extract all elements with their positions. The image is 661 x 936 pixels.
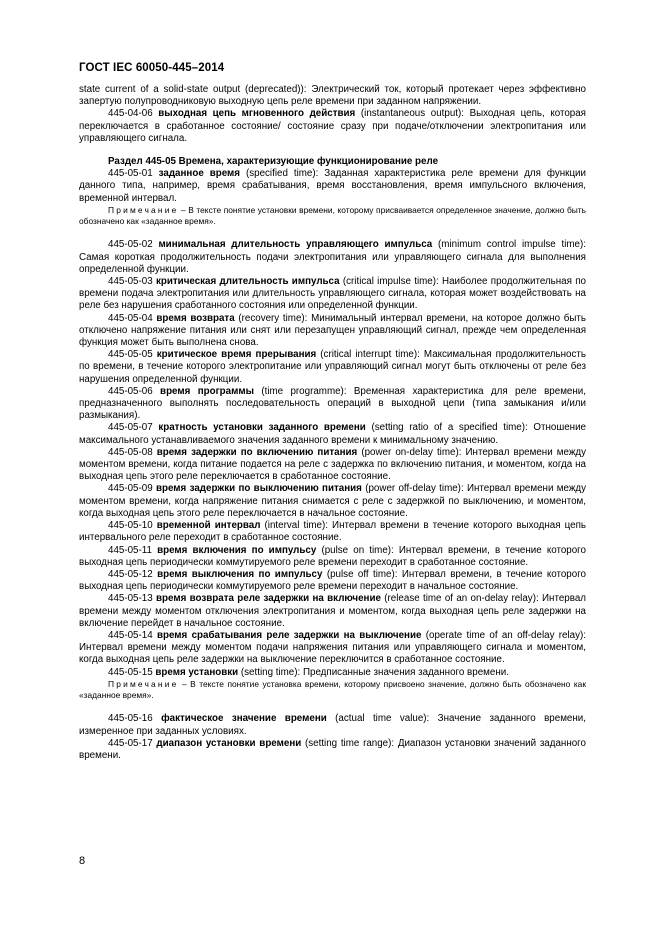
- term-445-05-14: [79, 630, 586, 667]
- term-name: кратность установки заданного времени: [158, 422, 366, 434]
- document-body: [79, 84, 586, 762]
- document-header: ГОСТ IEC 60050-445–2014: [79, 62, 225, 74]
- term-name: выходная цепь мгновенного действия: [158, 108, 356, 120]
- note-label: Примечание: [108, 204, 179, 215]
- section-heading: Раздел 445-05 Времена, характеризующие функционирование реле: [108, 156, 439, 168]
- term-445-05-13: [79, 593, 586, 630]
- term-number: 445-05-14: [108, 629, 153, 641]
- term-definition: (interval time): Интервал времени в течение которого выходная цепь интервального реле переходит в сработанное состояние.: [79, 520, 586, 544]
- term-definition: (critical impulse time): Наиболее продолжительная по времени подача электропитания или длительность управляющего сигнала, которая может воздействовать на реле без нарушения сработанного состояния или определенной функции.: [79, 276, 586, 312]
- term-445-04-06: [79, 108, 586, 145]
- term-definition: (recovery time): Минимальный интервал времени, на которое должно быть отключено напряжение питания или снят или перезапущен управляющий сигнал, прежде чем определенная функция может быть выполнена снова.: [79, 312, 586, 349]
- term-number: 445-05-07: [108, 422, 153, 434]
- note-2: [79, 679, 586, 701]
- term-445-05-02: [79, 239, 586, 276]
- term-445-05-12: [79, 569, 586, 593]
- term-definition: (power on-delay time): Интервал времени между моментом времени, когда питание подается на реле с задержка по включению питания, и моментом, когда на выходная цепь этого реле переключается в сработанное состояние.: [79, 446, 586, 483]
- term-name: минимальная длительность управляющего импульса: [158, 239, 433, 251]
- term-name: критическое время прерывания: [156, 349, 317, 361]
- term-definition: (minimum control impulse time): Самая короткая продолжительность подачи электропитания или управляющего сигнала для выполнения определенной функции.: [79, 239, 586, 275]
- term-name: время задержки по включению питания: [156, 446, 358, 458]
- term-name: диапазон установки времени: [156, 737, 302, 749]
- term-name: время возврата: [156, 312, 235, 324]
- term-name: время включения по импульсу: [157, 544, 317, 556]
- term-definition: (release time of an on-delay relay): Интервал времени между моментом отключения электропитания и моментом, когда выходная цепь реле задержки на включение перейдет в начальное состояние.: [79, 593, 586, 629]
- term-name: время выключения по импульсу: [157, 568, 323, 580]
- term-number: 445-05-06: [108, 385, 153, 397]
- term-name: критическая длительность импульса: [155, 276, 340, 288]
- note-text: – В тексте понятие установки времени, которому присваивается определенное значение, должно быть обозначено как «заданное время».: [79, 204, 586, 226]
- term-definition: (pulse off time): Интервал времени, в течение которого выходная цепь периодически коммутируемого реле времени переходит в начальное состояние.: [79, 568, 586, 593]
- term-name: время задержки по выключению питания: [155, 483, 362, 495]
- term-445-05-09: [79, 483, 586, 520]
- term-number: 445-05-04: [108, 312, 153, 324]
- term-definition: (time programme): Временная характеристика для реле времени, предназначенного выполнять последовательность операций в выходной цепи (типа замыкания и/или размыкания).: [79, 385, 586, 422]
- term-number: 445-05-11: [108, 544, 152, 556]
- term-number: 445-05-15: [108, 666, 153, 678]
- term-definition: (pulse on time): Интервал времени, в течение которого выходная цепь периодически коммутируемого реле времени переходит в сработанное состояние.: [79, 544, 586, 568]
- term-name: заданное время: [158, 168, 241, 180]
- term-445-05-16: [79, 713, 586, 737]
- term-445-05-05: [79, 349, 586, 386]
- term-number: 445-05-16: [108, 713, 153, 725]
- term-number: 445-04-06: [108, 108, 153, 120]
- term-definition: (power off-delay time): Интервал времени между моментом времени, когда напряжение питания снимается с реле с задержкой по выключению, и моментом, когда выходная цепь этого реле переключается в начальное состояние.: [79, 483, 586, 519]
- term-definition: (setting ratio of a specified time): Отношение максимального устанавливаемого значения заданного времени к минимальному значению.: [79, 422, 587, 446]
- note-1: [79, 205, 586, 227]
- term-445-05-04: [79, 313, 586, 350]
- term-definition: (setting time): Предписанные значения заданного времени.: [238, 666, 509, 678]
- term-445-05-07: [79, 422, 586, 446]
- term-name: временной интервал: [156, 520, 261, 532]
- continuation-paragraph: state current of a solid-state output (deprecated)): Электрический ток, который протекает через эффективно запертую полупроводниковую выходную цепь реле времени при заданном напряжении.: [79, 84, 586, 108]
- note-text: – В тексте понятие установка времени, которому присвоено значение, должно быть обозначено как «заданное время».: [79, 678, 586, 700]
- term-number: 445-05-01: [108, 168, 153, 180]
- term-name: время установки: [155, 666, 239, 678]
- note-label: Примечание: [108, 678, 179, 689]
- term-445-05-10: [79, 520, 586, 544]
- term-name: время срабатывания реле задержки на выключение: [156, 629, 422, 641]
- term-number: 445-05-05: [108, 349, 153, 361]
- term-445-05-08: [79, 447, 586, 484]
- term-number: 445-05-17: [108, 737, 153, 749]
- term-445-05-03: [79, 276, 586, 313]
- term-name: время программы: [160, 385, 254, 397]
- term-number: 445-05-03: [108, 276, 153, 288]
- term-445-05-11: [79, 545, 586, 569]
- term-number: 445-05-13: [108, 593, 153, 605]
- term-definition: (actual time value): Значение заданного времени, измеренное при заданных условиях.: [79, 713, 586, 737]
- term-number: 445-05-09: [108, 483, 153, 495]
- term-445-05-01: [79, 168, 586, 205]
- term-name: фактическое значение времени: [161, 713, 327, 725]
- term-number: 445-05-02: [108, 239, 153, 251]
- term-number: 445-05-12: [108, 568, 153, 580]
- term-445-05-17: [79, 738, 586, 762]
- term-number: 445-05-08: [108, 446, 153, 458]
- term-445-05-06: [79, 386, 586, 423]
- term-definition: (operate time of an off-delay relay): Интервал времени между моментом подачи напряжения питания или управляющего сигнала и моментом, когда выходная цепь реле задержки на выключение переключится в сработанное состояние.: [79, 629, 586, 666]
- term-definition: (specified time): Заданная характеристика реле времени для функции данного типа, например, время срабатывания, время восстановления, время импульсного включения, временной интервал.: [79, 168, 586, 204]
- term-name: время возврата реле задержки на включение: [156, 593, 381, 605]
- page-number: 8: [79, 855, 86, 867]
- term-definition: (setting time range): Диапазон установки значений заданного времени.: [79, 737, 586, 761]
- term-number: 445-05-10: [108, 520, 153, 532]
- term-definition: (instantaneous output): Выходная цепь, которая переключается в сработанное состояние/ состояние сразу при подаче/отключении электропитания или управляющего сигнала.: [79, 108, 586, 144]
- term-445-05-15: [79, 667, 586, 679]
- term-definition: (critical interrupt time): Максимальная продолжительность по времени, в течение которого электропитание или управляющий сигнал могут быть отключены от реле без нарушения определенной функции.: [79, 349, 586, 385]
